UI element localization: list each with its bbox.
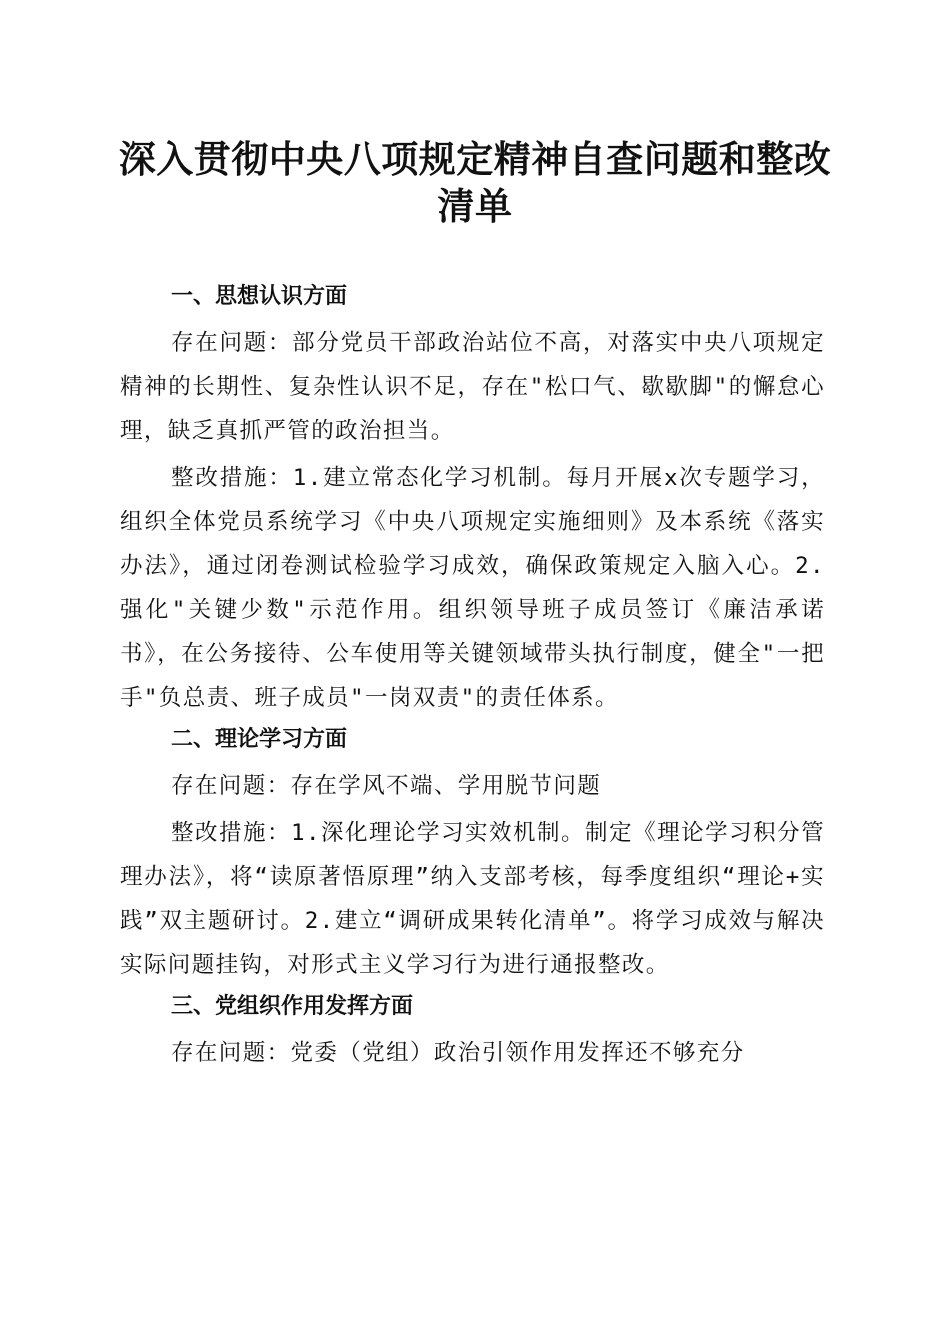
problem-paragraph: 存在问题：部分党员干部政治站位不高，对落实中央八项规定精神的长期性、复杂性认识不足，存在"松口气、歇歇脚"的懈怠心理，缺乏真抓严管的政治担当。 xyxy=(120,330,825,444)
section-theory-study xyxy=(120,723,825,987)
problem-paragraph: 存在问题：存在学风不端、学用脱节问题 xyxy=(171,773,602,799)
document-body xyxy=(120,280,825,1078)
measures-paragraph: 整改措施：1.建立常态化学习机制。每月开展x次专题学习，组织全体党员系统学习《中央八项规定实施细则》及本系统《落实办法》，通过闭卷测试检验学习成效，确保政策规定入脑入心。2.强化"关键少数"示范作用。组织领导班子成员签订《廉洁承诺书》，在公务接待、公车使用等关键领域带头执行制度，健全"一把手"负总责、班子成员"一岗双责"的责任体系。 xyxy=(120,465,825,711)
section-heading: 一、思想认识方面 xyxy=(171,284,348,309)
section-thought-awareness xyxy=(120,280,825,720)
measures-paragraph: 整改措施：1.深化理论学习实效机制。制定《理论学习积分管理办法》，将“读原著悟原理”纳入支部考核，每季度组织“理论+实践”双主题研讨。2.建立“调研成果转化清单”。将学习成效与解决实际问题挂钩，对形式主义学习行为进行通报整改。 xyxy=(120,820,825,978)
section-heading: 三、党组织作用发挥方面 xyxy=(171,994,414,1019)
section-heading: 二、理论学习方面 xyxy=(171,727,348,752)
document-title: 深入贯彻中央八项规定精神自查问题和整改清单 xyxy=(118,137,832,228)
section-party-organization xyxy=(120,990,825,1075)
problem-paragraph: 存在问题：党委（党组）政治引领作用发挥还不够充分 xyxy=(171,1040,745,1066)
